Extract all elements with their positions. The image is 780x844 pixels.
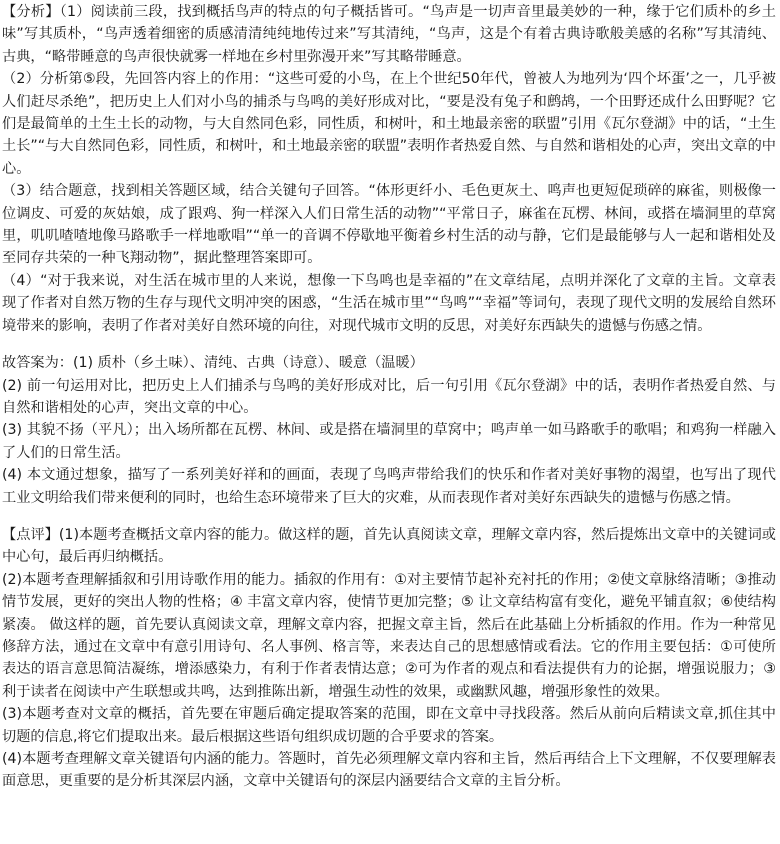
answer-line-4: (4) 本文通过想象，描写了一系列美好祥和的画面，表现了鸟鸣声带给我们的快乐和作者对美好事物的渴望，也写出了现代工业文明给我们带来便利的同时，也给生态环境带来了巨大的灾难，从而表现作者对美好东西缺失的遗憾与伤感之情。 xyxy=(2,467,776,506)
answer-section xyxy=(2,352,776,509)
analysis-section xyxy=(2,1,776,337)
comment-paragraph-4: (4)本题考查理解文章关键语句内涵的能力。答题时，首先必须理解文章内容和主旨，然后再结合上下文理解，不仅要理解表面意思，更重要的是分析其深层内涵，文章中关键语句的深层内涵要结合文章的主旨分析。 xyxy=(2,751,776,790)
comment-paragraph-1: 【点评】(1)本题考查概括文章内容的能力。做这样的题，首先认真阅读文章，理解文章内容，然后提炼出文章中的关键词或中心句，最后再归纳概括。 xyxy=(2,526,776,566)
answer-line-1: 故答案为：(1) 质朴（乡土味）、清纯、古典（诗意）、暖意（温暖） xyxy=(2,355,424,372)
comment-paragraph-2: (2)本题考查理解插叙和引用诗歌作用的能力。插叙的作用有：①对主要情节起补充衬托的作用；②使文章脉络清晰；③推动情节发展，更好的突出人物的性格；④ 丰富文章内容，使情节更加完整；⑤ 让文章结构富有变化，避免平铺直叙；⑥使结构紧凑。 做这样的题，首先要认真阅读文章，理解文章内容，把握文章主旨，然后在此基础上分析插叙的作用。作为一种常见修辞方法，通过在文章中有意引用诗句、名人事例、格言等，来表达自己的思想感情或看法。它的作用主要包括：①可使所表达的语言意思简洁凝练，增添感染力，有利于作者表情达意；②可为作者的观点和看法提供有力的论据，增强说服力；③利于读者在阅读中产生联想或共鸣，达到推陈出新，增强生动性的效果，或幽默风趣，增强形象性的效果。 xyxy=(2,571,776,700)
section-gap xyxy=(2,509,776,524)
section-gap xyxy=(2,337,776,352)
comment-section xyxy=(2,524,776,793)
answer-line-2: (2) 前一句运用对比，把历史上人们捕杀与鸟鸣的美好形成对比，后一句引用《瓦尔登湖》中的话，表明作者热爱自然、与自然和谐相处的心声，突出文章的中心。 xyxy=(2,377,776,416)
answer-line-3: (3) 其貌不扬（平凡）；出入场所都在瓦楞、林间、或是搭在墙洞里的草窝中；鸣声单一如马路歌手的歌唱；和鸡狗一样融入了人们的日常生活。 xyxy=(2,422,776,461)
analysis-paragraph-3: （3）结合题意，找到相关答题区域，结合关键句子回答。“体形更纤小、毛色更灰土、鸣声也更短促琐碎的麻雀，则极像一位调皮、可爱的灰姑娘，成了跟鸡、狗一样深入人们日常生活的动物”“平常日子，麻雀在瓦楞、林间，或搭在墙洞里的草窝里，叽叽喳喳地像马路歌手一样地歌唱”“单一的音调不停歇地平衡着乡村生活的动与静，它们是最能够与人一起和谐相处及至同存共荣的一种飞翔动物”，据此整理答案即可。 xyxy=(2,183,776,267)
analysis-paragraph-2: （2）分析第⑤段，先回答内容上的作用：“这些可爱的小鸟，在上个世纪50年代，曾被人为地列为‘四个坏蛋’之一，几乎被人们赶尽杀绝”，把历史上人们对小鸟的捕杀与鸟鸣的美好形成对比，“要是没有兔子和鹧鸪，一个田野还成什么田野呢？它们是最简单的土生土长的动物，与大自然同色彩，同性质，和树叶，和土地最亲密的联盟”引用《瓦尔登湖》中的话，“土生土长”“与大自然同色彩，同性质，和树叶，和土地最亲密的联盟”表明作者热爱自然、与自然和谐相处的心声，突出文章的中心。 xyxy=(2,71,776,177)
analysis-paragraph-4: （4）“对于我来说，对生活在城市里的人来说，想像一下鸟鸣也是幸福的”在文章结尾，点明并深化了文章的主旨。文章表现了作者对自然万物的生存与现代文明冲突的困惑，“生活在城市里”“鸟鸣”“幸福”等词句，表现了现代文明的发展给自然环境带来的影响，表明了作者对美好自然环境的向往，对现代城市文明的反思，对美好东西缺失的遗憾与伤感之情。 xyxy=(2,272,776,334)
comment-paragraph-3: (3)本题考查对文章的概括，首先要在审题后确定提取答案的范围，即在文章中寻找段落。然后从前向后精读文章,抓住其中切题的信息,将它们提取出来。最后根据这些语句组织成切题的合乎要求的答案。 xyxy=(2,706,776,745)
analysis-paragraph-1: 【分析】（1）阅读前三段，找到概括鸟声的特点的句子概括皆可。“鸟声是一切声音里最美妙的一种，缘于它们质朴的乡土味”写其质朴，“鸟声透着细密的质感清清纯纯地传过来”写其清纯，“鸟声，这是个有着古典诗歌般美感的名称”写其清纯、古典，“略带睡意的鸟声很快就雾一样地在乡村里弥漫开来”写其略带睡意。 xyxy=(2,4,776,65)
